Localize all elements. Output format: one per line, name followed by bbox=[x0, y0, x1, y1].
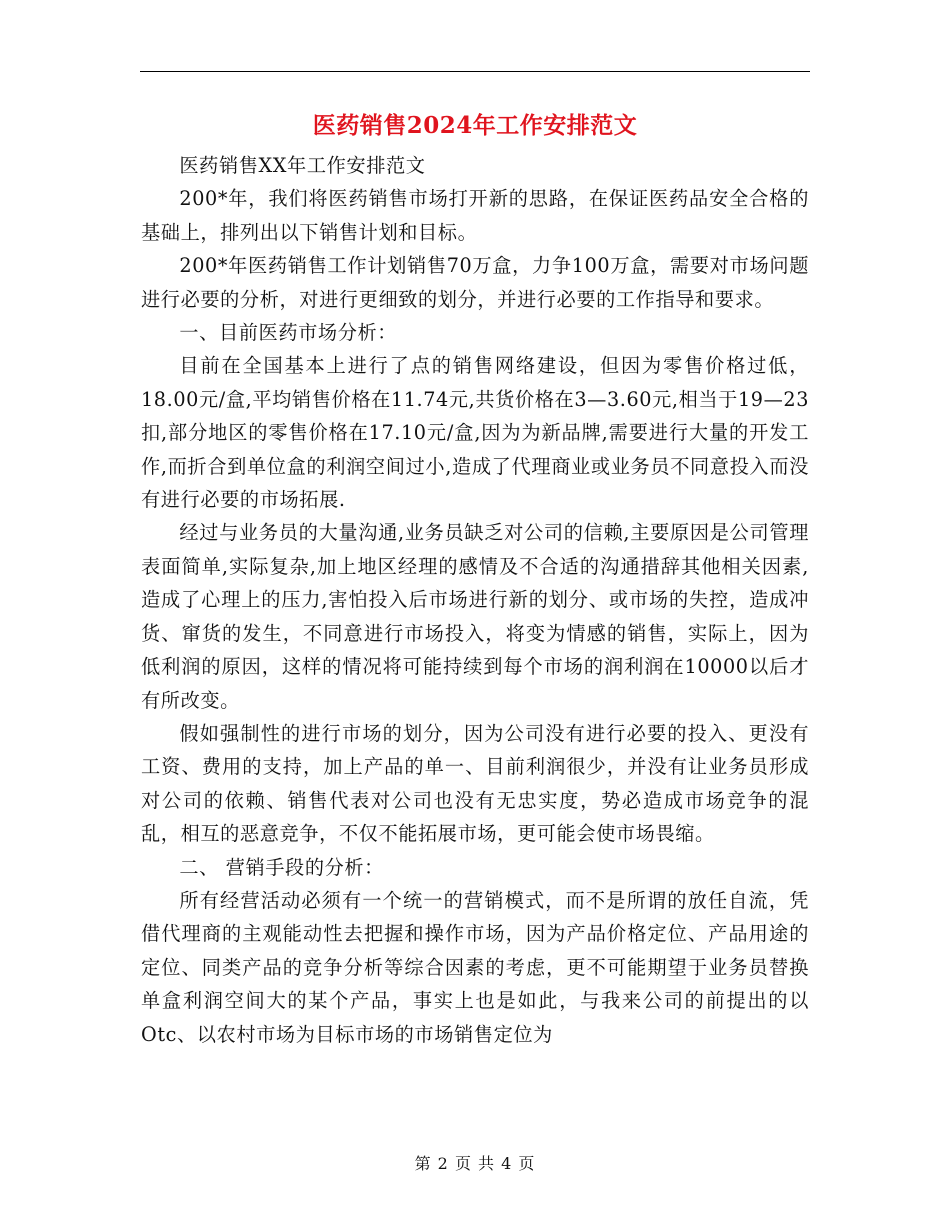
page-number-footer: 第 2 页 共 4 页 bbox=[414, 1154, 536, 1173]
paragraph: 200*年医药销售工作计划销售70万盒，力争100万盒，需要对市场问题进行必要的分析，对进行更细致的划分，并进行必要的工作指导和要求。 bbox=[141, 254, 809, 311]
document-title: 医药销售2024年工作安排范文 bbox=[312, 112, 638, 139]
document-body bbox=[141, 149, 809, 1051]
section-heading: 二、 营销手段的分析： bbox=[179, 855, 384, 879]
paragraph: 假如强制性的进行市场的划分，因为公司没有进行必要的投入、更没有工资、费用的支持，加上产品的单一、目前利润很少，并没有让业务员形成对公司的依赖、销售代表对公司也没有无忠实度，势必造成市场竞争的混乱，相互的恶意竞争，不仅不能拓展市场，更可能会使市场畏缩。 bbox=[141, 721, 809, 846]
paragraph: 200*年，我们将医药销售市场打开新的思路，在保证医药品安全合格的基础上，排列出以下销售计划和目标。 bbox=[141, 187, 809, 244]
paragraph: 所有经营活动必须有一个统一的营销模式，而不是所谓的放任自流，凭借代理商的主观能动性去把握和操作市场，因为产品价格定位、产品用途的定位、同类产品的竞争分析等综合因素的考虑，更不可能期望于业务员替换单盒利润空间大的某个产品，事实上也是如此，与我来公司的前提出的以Otc、以农村市场为目标市场的市场销售定位为 bbox=[141, 888, 809, 1046]
paragraph: 目前在全国基本上进行了点的销售网络建设，但因为零售价格过低，18.00元/盒,平均销售价格在11.74元,共货价格在3—3.60元,相当于19—23扣,部分地区的零售价格在17.10元/盒,因为为新品牌,需要进行大量的开发工作,而折合到单位盒的利润空间过小,造成了代理商业或业务员不同意投入而没有进行必要的市场拓展. bbox=[141, 354, 809, 512]
header-rule bbox=[140, 71, 810, 72]
paragraph: 经过与业务员的大量沟通,业务员缺乏对公司的信赖,主要原因是公司管理表面简单,实际复杂,加上地区经理的感情及不合适的沟通措辞其他相关因素,造成了心理上的压力,害怕投入后市场进行新的划分、或市场的失控，造成冲货、窜货的发生，不同意进行市场投入，将变为情感的销售，实际上，因为低利润的原因，这样的情况将可能持续到每个市场的润利润在10000以后才有所改变。 bbox=[141, 521, 809, 712]
section-heading: 一、目前医药市场分析： bbox=[179, 321, 398, 345]
paragraph: 医药销售XX年工作安排范文 bbox=[179, 154, 426, 177]
